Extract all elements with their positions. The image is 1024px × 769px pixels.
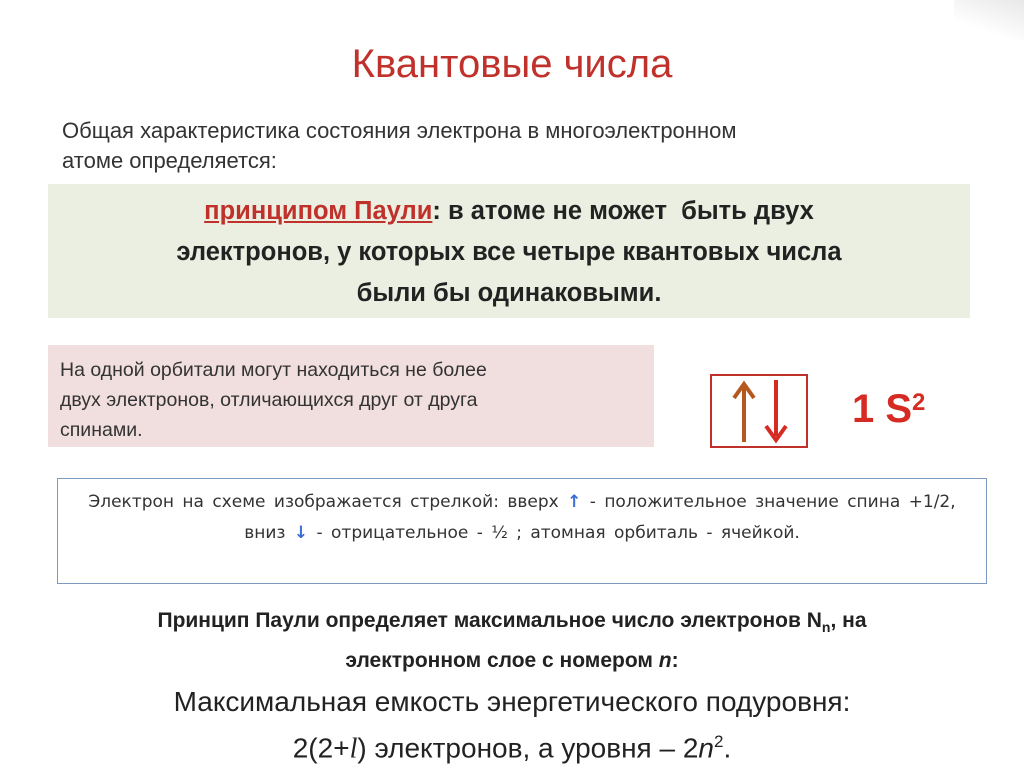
page-title: Квантовые числа xyxy=(351,42,673,86)
page-curl-decoration xyxy=(954,0,1024,40)
down-arrow-icon: ↓ xyxy=(293,523,309,543)
pauli-colon: : xyxy=(432,197,441,225)
capacity-formula xyxy=(0,682,1024,769)
capacity-line-2 xyxy=(0,722,1024,769)
principle-line-2 xyxy=(0,644,1024,678)
orbital-note-line-3: спинами. xyxy=(60,419,143,441)
principle-text-4: : xyxy=(671,649,679,673)
capacity-part-1: 2(2+ xyxy=(292,732,350,764)
config-exponent: 2 xyxy=(912,389,926,416)
intro-line-2: атоме определяется: xyxy=(62,148,277,173)
up-arrow-icon: ↑ xyxy=(567,492,582,512)
orbital-note-box xyxy=(48,345,654,447)
orbital-note-line-2: двух электронов, отличающихся друг от друга xyxy=(60,389,478,411)
principle-text-3: электронном слое с номером xyxy=(345,649,659,673)
orbital-cell-diagram xyxy=(710,374,808,448)
intro-line-1: Общая характеристика состояния электрона в многоэлектронном xyxy=(62,118,737,143)
spin-up-arrow-icon xyxy=(734,384,754,442)
spin-note-part-1: Электрон на схеме изображается стрелкой: вверх xyxy=(88,492,568,512)
spin-note-box xyxy=(57,478,987,584)
capacity-line-1: Максимальная емкость энергетического подуровня: xyxy=(173,686,851,717)
intro-text xyxy=(62,116,962,176)
pauli-line-2: электронов, у которых все четыре квантовых числа xyxy=(176,238,842,266)
principle-n: n xyxy=(658,649,672,673)
pauli-line-3: были бы одинаковыми. xyxy=(356,279,662,307)
principle-line-1 xyxy=(0,604,1024,644)
spin-down-arrow-icon xyxy=(766,380,786,440)
spin-note-part-2: - положительное значение спина +1/2, вниз xyxy=(244,492,956,543)
pauli-principle-box xyxy=(48,184,970,318)
capacity-part-2: ) электронов, а уровня – 2 xyxy=(357,732,699,764)
orbital-note-line-1: На одной орбитали могут находиться не более xyxy=(60,359,487,381)
capacity-l: l xyxy=(349,733,358,765)
principle-subscript-n: n xyxy=(821,619,831,636)
principle-text-1: Принцип Паули определяет максимальное число электронов N xyxy=(157,609,822,632)
pauli-term: принципом Паули xyxy=(204,197,433,225)
capacity-exponent: 2 xyxy=(714,732,724,751)
pauli-line-1 xyxy=(48,191,970,232)
capacity-end: . xyxy=(723,732,732,764)
electron-configuration xyxy=(852,387,925,432)
principle-text-2: , на xyxy=(830,609,867,632)
pauli-capacity-statement xyxy=(0,604,1024,678)
spin-note-part-3: - отрицательное - ½ ; атомная орбиталь - ячейкой. xyxy=(308,523,800,543)
config-base: 1 S xyxy=(852,387,913,431)
pauli-line-1-rest: в атоме не может быть двух xyxy=(440,197,814,225)
capacity-n: n xyxy=(698,732,714,764)
